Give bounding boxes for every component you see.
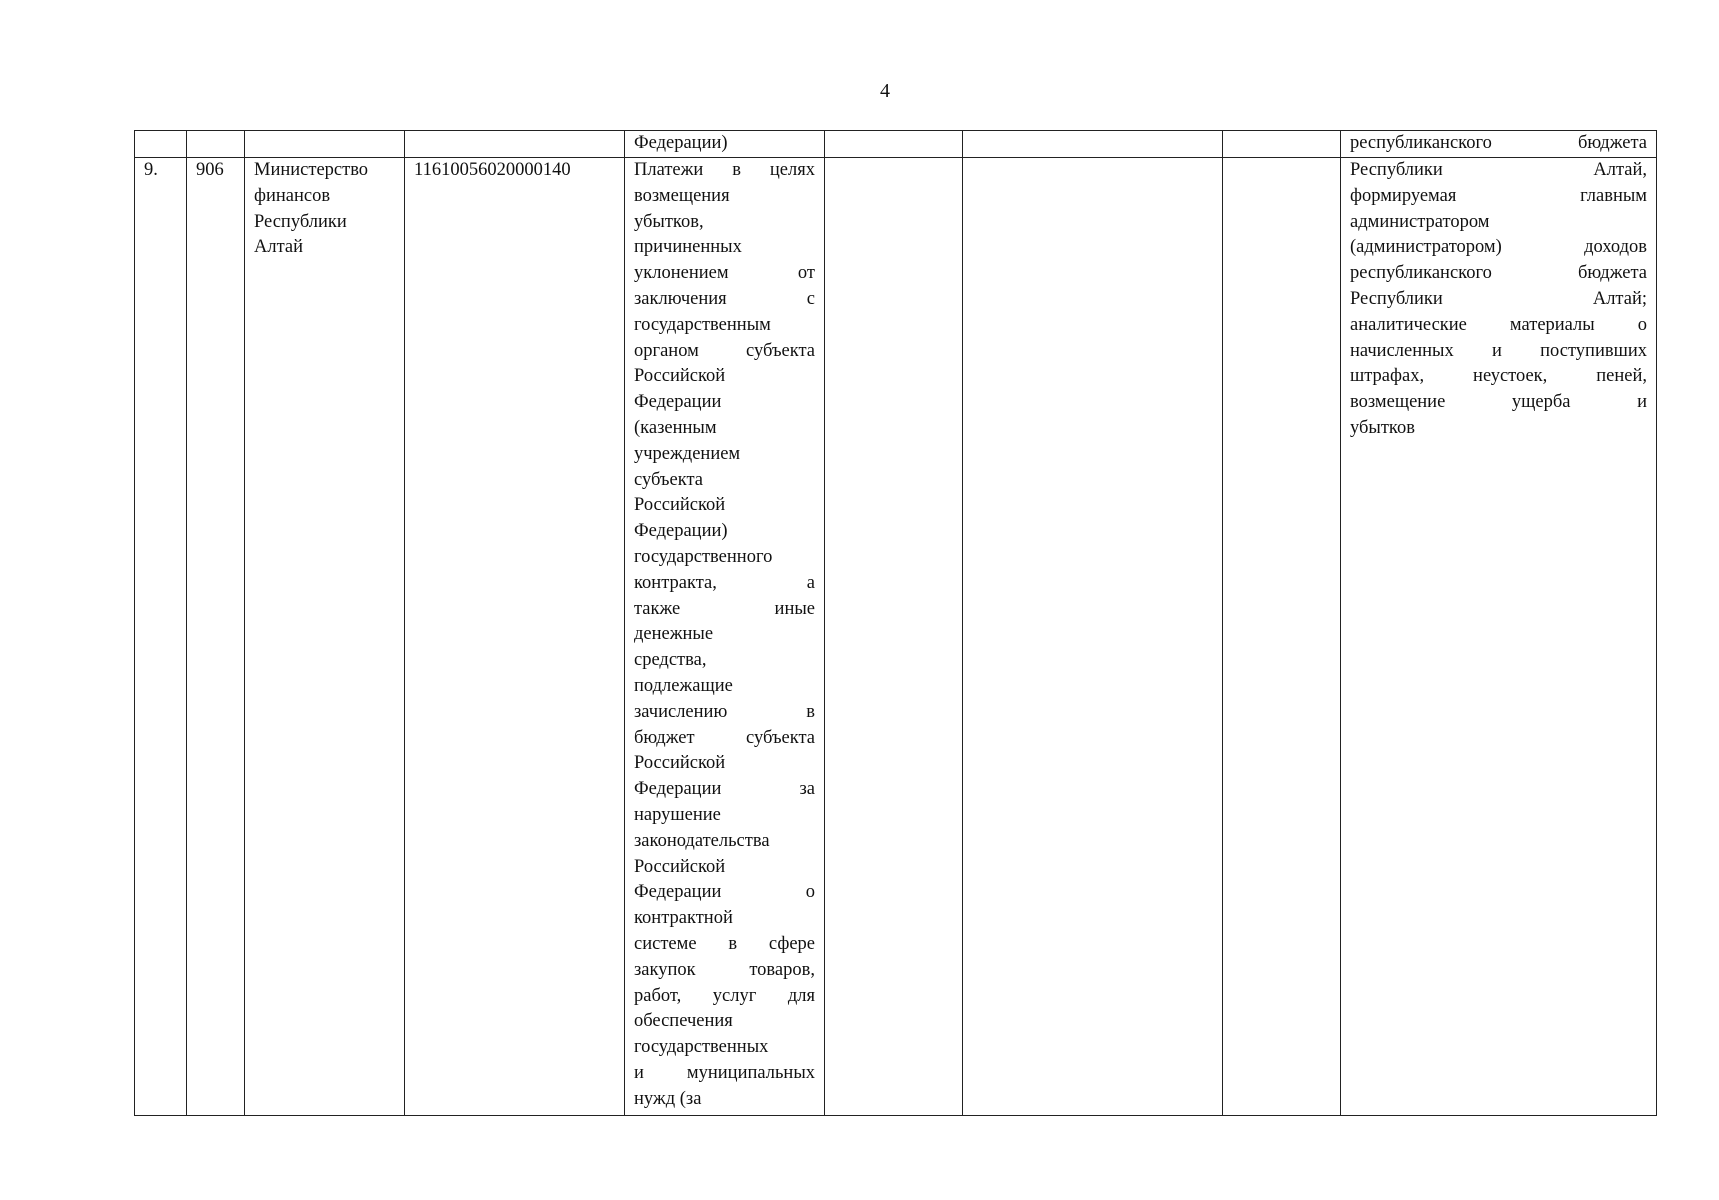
description-line: и муниципальных — [634, 1062, 815, 1083]
notes-line: республиканского бюджета — [1350, 263, 1647, 284]
description-line: заключения с — [634, 288, 815, 309]
table-row-9 — [135, 158, 1657, 1116]
cell-kbk — [405, 131, 625, 158]
notes-line: штрафах, неустоек, пеней, — [1350, 366, 1647, 387]
cell-description — [625, 158, 825, 1116]
cell-empty-2 — [963, 158, 1223, 1116]
description-line: бюджет субъекта — [634, 727, 815, 748]
cell-administrator — [245, 131, 405, 158]
cell-administrator-name: Министерство финансов Республики Алтай — [245, 158, 405, 1116]
description-line: обеспечения — [634, 1011, 733, 1032]
cell-empty-2 — [963, 131, 1223, 158]
description-line: контракта, а — [634, 572, 815, 593]
description-line: Платежи в целях — [634, 160, 815, 180]
description-line: уклонением от — [634, 263, 815, 284]
description-line: законодательства — [634, 830, 770, 851]
description-line: системе в сфере — [634, 933, 815, 954]
description-line: Российской — [634, 495, 726, 516]
cell-kbk-value: 11610056020000140 — [405, 158, 625, 1116]
cell-admin-code-value: 906 — [187, 158, 245, 1116]
description-line: убытков, — [634, 211, 704, 232]
description-line: Федерации о — [634, 882, 815, 903]
description-line: государственных — [634, 1037, 769, 1058]
description-line: подлежащие — [634, 675, 733, 696]
description-line: Федерации — [634, 392, 722, 413]
description-line: Федерации за — [634, 779, 815, 800]
cell-admin-code — [187, 131, 245, 158]
description-line: закупок товаров, — [634, 959, 815, 980]
description-line: денежные — [634, 624, 714, 645]
notes-line: начисленных и поступивших — [1350, 340, 1647, 361]
notes-line: Республики Алтай; — [1350, 288, 1647, 309]
cell-notes — [1341, 158, 1657, 1116]
cell-empty-3 — [1223, 131, 1341, 158]
description-line: государственным — [634, 314, 771, 335]
cell-number — [135, 131, 187, 158]
description-line: зачислению в — [634, 701, 815, 722]
cell-empty-3 — [1223, 158, 1341, 1116]
description-line: (казенным — [634, 417, 717, 438]
description-line: Российской — [634, 366, 726, 387]
description-line: также иные — [634, 598, 815, 619]
description-line: Российской — [634, 856, 726, 877]
notes-tail-line: республиканского бюджета — [1350, 133, 1647, 153]
description-line: учреждением — [634, 443, 741, 464]
notes-line: возмещение ущерба и — [1350, 392, 1647, 413]
notes-line: (администратором) доходов — [1350, 237, 1647, 258]
notes-line: формируемая главным — [1350, 185, 1647, 206]
description-line: органом субъекта — [634, 340, 815, 361]
description-line: нужд (за — [634, 1088, 702, 1109]
table-row-continuation — [135, 131, 1657, 158]
notes-line: Республики Алтай, — [1350, 160, 1647, 180]
description-line: Российской — [634, 753, 726, 774]
notes-line: администратором — [1350, 211, 1490, 232]
description-line: нарушение — [634, 804, 721, 825]
cell-notes-tail — [1341, 131, 1657, 158]
description-line: субъекта — [634, 469, 703, 490]
description-line: работ, услуг для — [634, 985, 815, 1006]
description-line: возмещения — [634, 185, 730, 206]
page-number: 4 — [880, 80, 890, 102]
notes-line: убытков — [1350, 417, 1415, 438]
cell-empty-1 — [825, 158, 963, 1116]
cell-description-tail: Федерации) — [625, 131, 825, 158]
description-line: Федерации) — [634, 521, 728, 542]
description-line: контрактной — [634, 908, 733, 929]
description-line: причиненных — [634, 237, 742, 258]
description-line: средства, — [634, 650, 707, 671]
description-line: государственного — [634, 546, 773, 567]
notes-line: аналитические материалы о — [1350, 314, 1647, 335]
cell-row-number: 9. — [135, 158, 187, 1116]
revenue-sources-table — [134, 130, 1657, 1116]
cell-empty-1 — [825, 131, 963, 158]
